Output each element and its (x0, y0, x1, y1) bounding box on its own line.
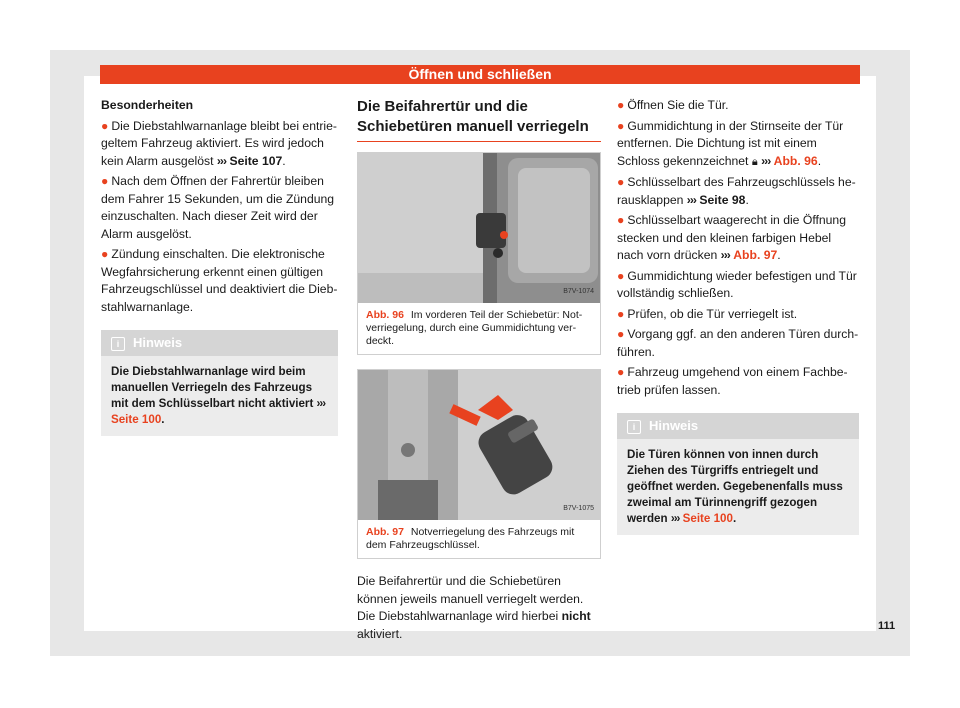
figure-label: Abb. 96 (366, 309, 404, 321)
bullet-icon: ● (101, 174, 109, 188)
bullet-icon: ● (617, 118, 625, 133)
bullet-icon: ● (617, 327, 625, 341)
bullet-text: Fahrzeug umgehend von einem Fachbetrieb prüfen lassen. (617, 365, 848, 397)
paragraph-text: Die Beifahrertür und die Schiebetüren können jeweils manuell verriegelt werden. Die Diebstahlwarnanlage wird hierbei (357, 574, 584, 623)
bullet-icon: ● (101, 118, 109, 133)
link-arrow: ››› (316, 397, 326, 410)
punctuation: . (745, 192, 749, 207)
bullet-icon: ● (617, 175, 625, 189)
list-item (617, 174, 859, 209)
figure-97 (357, 369, 601, 559)
left-column (101, 97, 338, 436)
emphasis-text: nicht (561, 609, 591, 623)
bullet-icon: ● (617, 306, 625, 321)
link-arrow: ››› (761, 153, 771, 168)
key-lock-illustration (358, 370, 600, 520)
note-title: Hinweis (133, 335, 183, 350)
key-lock-image (358, 370, 600, 520)
bullet-text: Gummidichtung wieder befestigen und Tür vollständig schließen. (617, 268, 857, 300)
bullet-text: Prüfen, ob die Tür verriegelt ist. (627, 306, 798, 321)
bullet-text: Schlüsselbart des Fahrzeugschlüssels herausklappen (617, 175, 856, 207)
list-item (617, 118, 859, 172)
caption-text: Im vorderen Teil der Schiebetür: Notverriegelung, durch eine Gummidichtung verdeckt. (366, 309, 583, 347)
punctuation: . (161, 413, 165, 426)
right-column (617, 97, 859, 535)
note-header (617, 413, 859, 439)
punctuation: . (817, 153, 822, 168)
middle-column (357, 97, 601, 643)
paragraph-text: aktiviert. (357, 626, 403, 641)
note-body (617, 439, 859, 535)
list-item (617, 306, 859, 324)
page-reference-link[interactable]: Seite 100 (682, 512, 733, 525)
link-arrow: ››› (216, 153, 227, 168)
bullet-icon: ● (617, 268, 625, 283)
punctuation: . (777, 248, 781, 262)
info-icon: i (627, 420, 641, 434)
section-title: Die Beifahrertür und die Schiebetüren manuell verriegeln (357, 97, 601, 142)
figure-caption (358, 303, 600, 354)
list-item (101, 246, 338, 316)
figure-caption (358, 520, 600, 558)
figure-96 (357, 152, 601, 355)
bullet-text: Schlüsselbart waagerecht in die Öffnung stecken und den kleinen farbigen Hebel nach vorn drücken (617, 213, 846, 262)
door-latch-image (358, 153, 600, 303)
list-item (617, 97, 859, 115)
bullet-text: Nach dem Öffnen der Fahrertür bleiben dem Fahrer 15 Sekunden, um die Zündung einzuschalten. Nach dieser Zeit wird der Alarm ausgelöst. (101, 174, 335, 241)
note-text: Die Diebstahlwarnanlage wird beim manuellen Verriegeln des Fahrzeugs mit dem Schlüsselbart nicht aktiviert (111, 365, 314, 410)
image-code: B7V-1074 (563, 287, 594, 295)
list-item (101, 173, 338, 243)
figure-label: Abb. 97 (366, 526, 404, 538)
image-code: B7V-1075 (563, 504, 594, 512)
bullet-text: Öffnen Sie die Tür. (627, 98, 729, 112)
page-header: Öffnen und schließen (100, 65, 860, 84)
body-paragraph (357, 573, 601, 643)
note-header (101, 330, 338, 356)
punctuation: . (732, 512, 737, 525)
note-text: Die Türen können von innen durch Ziehen des Türgriffs entriegelt und geöffnet werden. Gegebenenfalls muss zweimal am Türinnengriff gezogen werden (627, 448, 843, 525)
punctuation: . (282, 153, 286, 168)
figure-reference-link[interactable]: Abb. 97 (733, 248, 778, 262)
link-arrow: ››› (686, 192, 696, 207)
figure-reference-link[interactable]: Abb. 96 (773, 153, 818, 168)
note-box (617, 413, 859, 535)
subheading: Besonderheiten (101, 98, 194, 112)
list-item (617, 212, 859, 265)
bullet-text: Die Diebstahlwarnanlage bleibt bei entriegeltem Fahrzeug aktiviert. Es wird jedoch kein Alarm ausgelöst (101, 118, 337, 168)
bullet-icon: ● (617, 213, 625, 227)
caption-text: Notverriegelung des Fahrzeugs mit dem Fahrzeugschlüssel. (366, 526, 575, 551)
page-reference-link[interactable]: Seite 100 (111, 413, 162, 426)
bullet-text: Vorgang ggf. an den anderen Türen durchführen. (617, 327, 859, 359)
link-arrow: ››› (670, 512, 680, 525)
bullet-icon: ● (101, 247, 109, 261)
note-box (101, 330, 338, 436)
link-arrow: ››› (720, 248, 730, 262)
list-item (617, 364, 859, 399)
list-item (617, 326, 859, 361)
door-latch-illustration (358, 153, 600, 303)
page-reference-link[interactable]: Seite 98 (699, 192, 746, 207)
bullet-icon: ● (617, 365, 625, 379)
bullet-text: Zündung einschalten. Die elektronische Wegfahrsicherung erkennt einen gültigen Fahrzeugschlüssel und deaktiviert die Diebstahlwarnanlage. (101, 247, 338, 314)
info-icon: i (111, 337, 125, 351)
bullet-icon: ● (617, 98, 625, 112)
page-reference-link[interactable]: Seite 107 (229, 153, 283, 168)
note-title: Hinweis (649, 418, 699, 433)
note-body (101, 356, 338, 436)
list-item (617, 268, 859, 303)
page-number: 111 (878, 620, 896, 632)
list-item (101, 118, 338, 171)
lock-icon: 🔒︎ (751, 155, 758, 168)
bullet-text: Gummidichtung in der Stirnseite der Tür entfernen. Die Dichtung ist mit einem Schloss gekennzeichnet (617, 118, 844, 168)
